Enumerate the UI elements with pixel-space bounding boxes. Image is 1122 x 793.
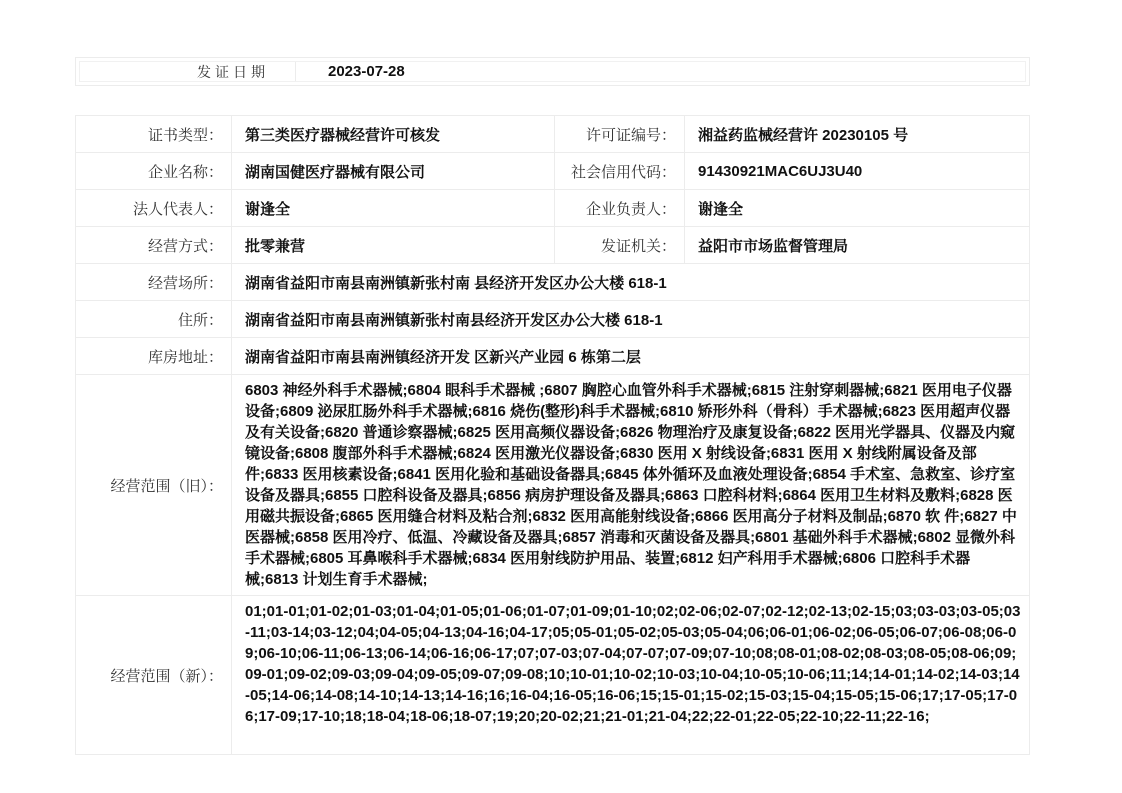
- company-name-value: 湖南国健医疗器械有限公司: [232, 153, 555, 189]
- legal-representative-label: 法人代表人：: [76, 190, 232, 226]
- table-row-business-premises: [76, 264, 1029, 301]
- residence-value: 湖南省益阳市南县南洲镇新张村南县经济开发区办公大楼 618-1: [245, 311, 663, 329]
- business-mode-value: 批零兼营: [232, 227, 555, 263]
- business-premises-label: 经营场所：: [76, 264, 232, 300]
- issuing-authority-label: 发证机关：: [555, 227, 685, 263]
- table-row-residence: [76, 301, 1029, 338]
- business-scope-old-label: 经营范围（旧）：: [76, 375, 232, 595]
- table-row-business-mode: [76, 227, 1029, 264]
- legal-representative-value: 谢逢全: [232, 190, 555, 226]
- business-premises-value: 湖南省益阳市南县南洲镇新张村南 县经济开发区办公大楼 618-1: [245, 274, 667, 292]
- license-number-label: 许可证编号：: [555, 116, 685, 152]
- business-scope-old-value: 6803 神经外科手术器械;6804 眼科手术器械 ;6807 胸腔心血管外科手术器械;6815 注射穿刺器械;6821 医用电子仪器设备;6809 泌尿肛肠外科手术器械;6816 烧伤(整形)科手术器械;6810 矫形外科（骨科）手术器械;6823 医用超声仪器及有关设备;6820 普通诊察器械;6825 医用高频仪器设备;6826 物理治疗及康复设备;6822 医用光学器具、仪器及内窥镜设备;6808 腹部外科手术器械;6824 医用激光仪器设备;6830 医用 X 射线设备;6831 医用 X 射线附属设备及部件;6833 医用核素设备;6841 医用化验和基础设备器具;6845 体外循环及血液处理设备;6854 手术室、急救室、诊疗室设备及器具;6855 口腔科设备及器具;6856 病房护理设备及器具;6863 口腔科材料;6864 医用卫生材料及敷料;6828 医用磁共振设备;6865 医用缝合材料及粘合剂;6832 医用高能射线设备;6866 医用高分子材料及制品;6870 软 件;6827 中医器械;6858 医用冷疗、低温、冷藏设备及器具;6857 消毒和灭菌设备及器具;6801 基础外科手术器械;6802 显微外科手术器械;6805 耳鼻喉科手术器械;6834 医用射线防护用品、装置;6812 妇产科用手术器械;6806 口腔科手术器械;6813 计划生育手术器械;: [245, 382, 1017, 588]
- license-number-value: 湘益药监械经营许 20230105 号: [698, 126, 909, 144]
- issue-date-value: 2023-07-28: [328, 63, 405, 80]
- warehouse-address-label: 库房地址：: [76, 338, 232, 374]
- license-detail-table: [75, 115, 1030, 755]
- enterprise-manager-label: 企业负责人：: [555, 190, 685, 226]
- company-name-label: 企业名称：: [76, 153, 232, 189]
- issue-date-row: [79, 61, 1026, 82]
- social-credit-code-label: 社会信用代码：: [555, 153, 685, 189]
- table-row-warehouse-address: [76, 338, 1029, 375]
- issuing-authority-value: 益阳市市场监督管理局: [698, 237, 849, 255]
- warehouse-address-value: 湖南省益阳市南县南洲镇经济开发 区新兴产业园 6 栋第二层: [245, 348, 641, 366]
- certificate-type-label: 证书类型：: [76, 116, 232, 152]
- issue-date-bar: [75, 57, 1030, 86]
- business-scope-new-label: 经营范围（新）：: [76, 596, 232, 754]
- certificate-type-value: 第三类医疗器械经营许可核发: [232, 116, 555, 152]
- table-row-legal-representative: [76, 190, 1029, 227]
- table-row-company-name: [76, 153, 1029, 190]
- business-mode-label: 经营方式：: [76, 227, 232, 263]
- issue-date-label: 发证日期: [80, 62, 296, 81]
- social-credit-code-value: 91430921MAC6UJ3U40: [698, 162, 863, 180]
- business-scope-new-value: 01;01-01;01-02;01-03;01-04;01-05;01-06;01-07;01-09;01-10;02;02-06;02-07;02-12;02-13;02-15;03;03-03;03-05;03-11;03-14;03-12;04;04-05;04-13;04-16;04-17;05;05-01;05-02;05-03;05-04;06;06-01;06-02;06-05;06-07;06-08;06-09;06-10;06-11;06-13;06-14;06-16;06-17;07;07-03;07-04;07-07;07-09;07-10;08;08-01;08-02;08-03;08-05;08-06;09;09-01;09-02;09-03;09-04;09-05;09-07;09-08;10;10-01;10-02;10-03;10-04;10-05;10-06;11;14;14-01;14-02;14-03;14-05;14-06;14-08;14-10;14-13;14-16;16;16-04;16-05;16-06;15;15-01;15-02;15-03;15-04;15-05;15-06;17;17-05;17-06;17-09;17-10;18;18-04;18-06;18-07;19;20;20-02;21;21-01;21-04;22;22-01;22-05;22-10;22-11;22-16;: [245, 603, 1021, 725]
- table-row-certificate-type: [76, 116, 1029, 153]
- enterprise-manager-value: 谢逢全: [698, 200, 744, 218]
- residence-label: 住所：: [76, 301, 232, 337]
- table-row-business-scope-new: [76, 596, 1029, 754]
- table-row-business-scope-old: [76, 375, 1029, 596]
